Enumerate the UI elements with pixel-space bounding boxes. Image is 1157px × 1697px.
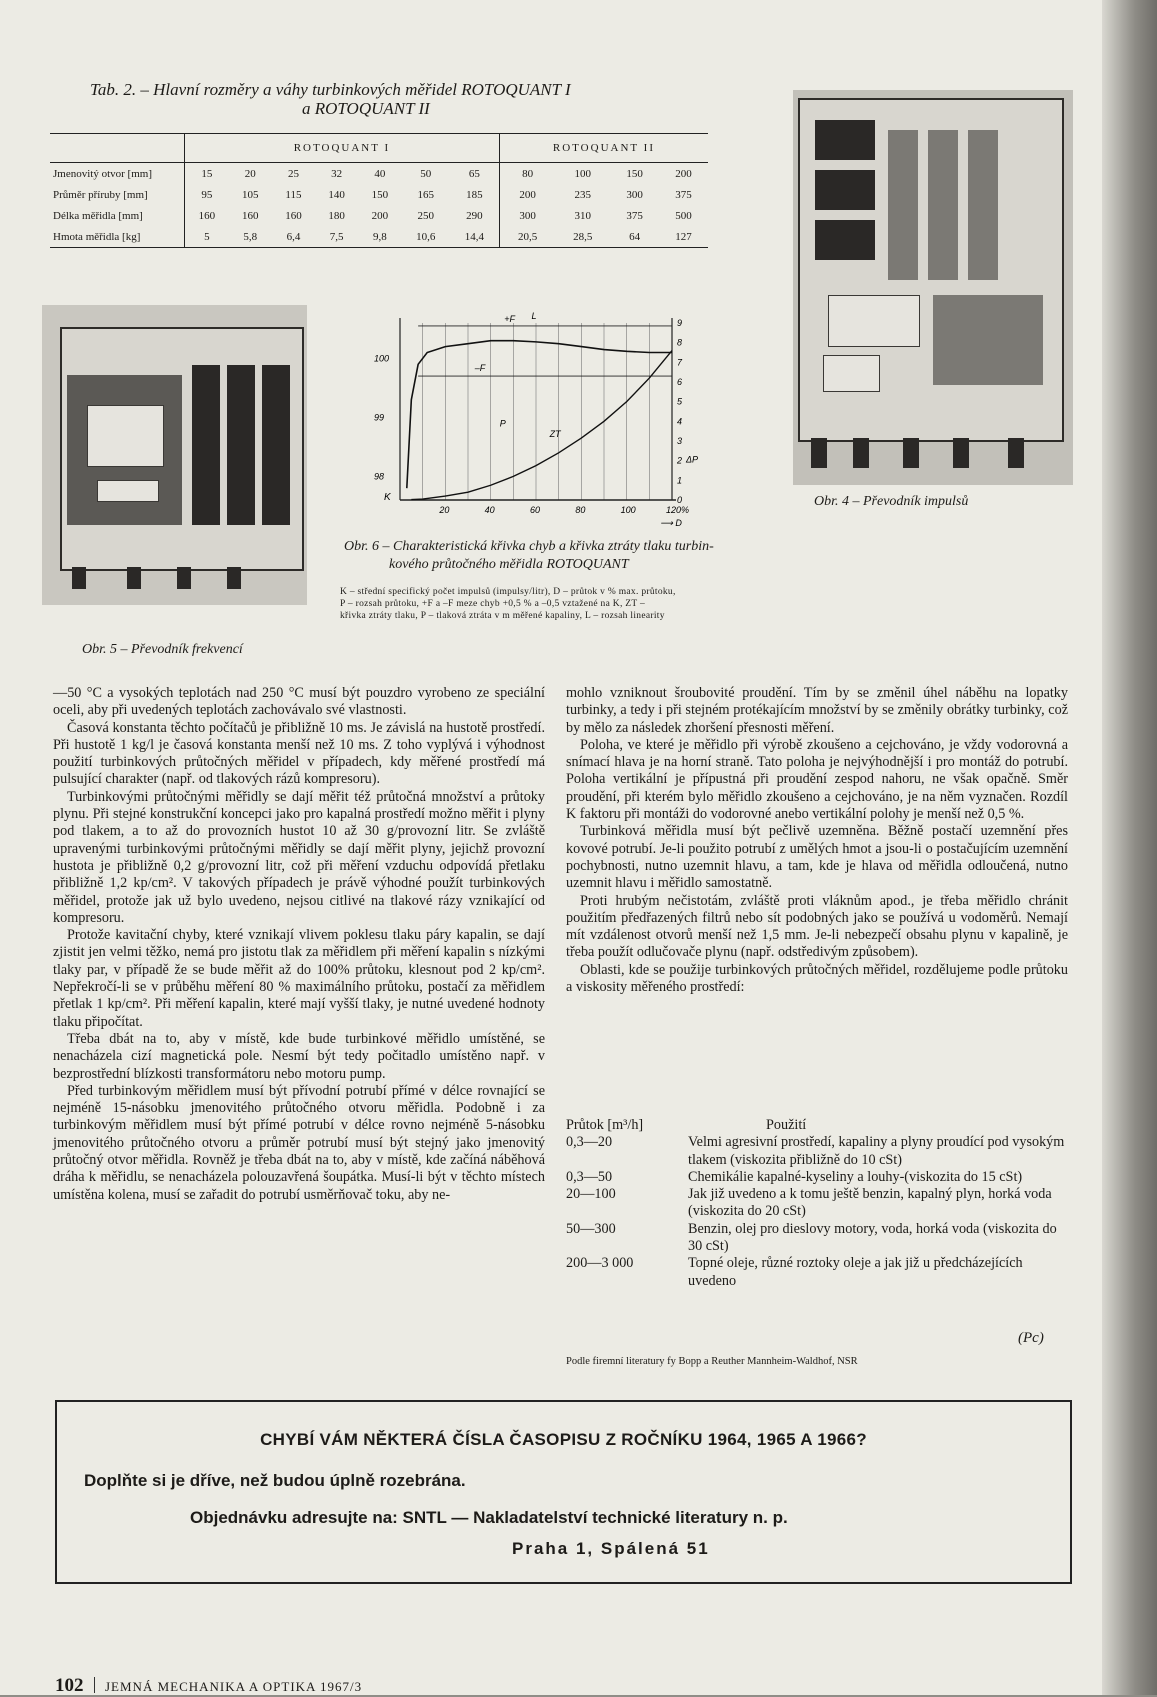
table-row — [50, 184, 708, 205]
paragraph: Turbinkovými průtočnými měřidly se dají měřit též průtočná množství a průtoky plynu. Při stejné konstrukční koncepci jako pro kapalná prostředí možno měřit i plyny pod tlakem, a to až do provozních hustot 10 až 30 g/provozní litr. Se zvláště upravenými turbinkovými průtočnými měřidly se dají měřit plyny, jejichž provozní hustota je přibližně 0,2 g/provozní litr, což při měření vzduchu odpovídá přetlaku přibližně 1,2 kp/cm². V takových případech je právě výhodné použít turbinkových měřidel, protože jak už bylo uvedeno, nejsou citlivé na tlakové rázy vznikající od kompresoru. — [53, 788, 545, 926]
ad-line-3: Objednávku adresujte na: SNTL — Nakladatelství technické literatury n. p. — [190, 1508, 788, 1527]
source-note: Podle firemní literatury fy Bopp a Reuther Mannheim-Waldhof, NSR — [566, 1356, 858, 1367]
usage-description: Jak již uvedeno a k tomu ještě benzin, kapalný plyn, horká voda (viskozita do 20 cSt) — [688, 1186, 1052, 1220]
x-tick-label: 80 — [575, 505, 586, 515]
table-cell: 180 — [328, 209, 345, 222]
chart-annotation: +F — [504, 313, 516, 324]
right-tick-label: 2 — [677, 455, 683, 466]
table-cell: 150 — [371, 188, 389, 201]
table-cell: 375 — [626, 209, 643, 222]
row-label: Délka měřidla [mm] — [50, 205, 185, 226]
left-tick-label: 98 — [374, 471, 385, 482]
right-tick-label: 3 — [677, 436, 683, 446]
table-cell: 375 — [675, 188, 692, 201]
text-column-left — [53, 685, 545, 1204]
text-column-right — [566, 685, 1068, 996]
usage-flow: 50—300 — [566, 1220, 616, 1237]
chart-annotation: ZT — [549, 429, 561, 440]
left-tick-label: 100 — [374, 353, 390, 364]
left-tick-label: 99 — [374, 412, 385, 423]
table-cell: 20 — [244, 167, 256, 180]
table-row — [50, 163, 708, 185]
table-cell: 14,4 — [450, 226, 499, 248]
usage-description: Velmi agresivní prostředí, kapaliny a plyny proudící pod vysokým tlakem (viskozita přibližně do 10 cSt) — [688, 1134, 1065, 1168]
usage-header-use: Použití — [766, 1117, 807, 1133]
table-cell: 25 — [287, 167, 299, 180]
x-tick-label: 40 — [484, 505, 495, 515]
table-cell: 290 — [466, 209, 483, 222]
left-axis-label: K — [384, 492, 391, 504]
figure-4-caption: Obr. 4 – Převodník impulsů — [814, 494, 969, 509]
dimensions-table — [50, 133, 708, 248]
chart-annotation: –F — [474, 363, 486, 374]
ad-address: Praha 1, Spálená 51 — [512, 1539, 710, 1558]
table-body — [50, 163, 708, 248]
table-cell: 65 — [468, 167, 480, 180]
table-cell: 15 — [201, 167, 213, 180]
figure-6-caption — [344, 538, 834, 574]
table-title — [90, 80, 710, 118]
usage-flow: 0,3—50 — [566, 1168, 613, 1185]
group-header-rotoquant-2: ROTOQUANT II — [499, 134, 708, 163]
paragraph: Protože kavitační chyby, které vznikají vlivem poklesu tlaku páry kapalin, se dají zjistit jen velmi těžko, nemá pro jistotu tlak za měřidlem při měření kapalin s nízkými tlaky par, v případě že se bude měřit až do 100% průtoku, klesnout pod 2 kp/cm². Nepřekročí-li se v průběhu měření 80 % maximálního průtoku, postačí za měřidlem přetlak 1 kp/cm². Při měření kapalin, které mají vyšší tlaky, je nutné uvedené hodnoty tlaku připočítat. — [53, 927, 545, 1030]
table-cell: 127 — [659, 226, 708, 248]
table-cell: 20,5 — [499, 226, 555, 248]
table-row — [50, 226, 708, 248]
usage-row — [566, 1186, 1068, 1221]
table-cell: 100 — [574, 167, 591, 180]
zt-curve — [411, 351, 672, 500]
paragraph: Poloha, ve které je měřidlo při výrobě zkoušeno a cejchováno, je vždy vodorovná a snímací hlava je na horní straně. Tato poloha je nejvýhodnější i pro montáž do potrubí. Poloha vertikální je přípustná při proudění zespod nahoru, ne však opačně. Směr proudění, při kterém bylo měřidlo zkoušeno a cejchováno, je na něm vyznačen. Rozdíl K faktoru při montáži do vodorovné anebo vertikální polohy je menší než 0,5 %. — [566, 736, 1068, 823]
paragraph: —50 °C a vysokých teplotách nad 250 °C musí být pouzdro vyrobeno ze speciální oceli, aby při uvedených teplotách zachovávalo své vlastnosti. — [53, 685, 545, 719]
figure-6-legend — [340, 586, 835, 622]
table-cell: 50 — [420, 167, 432, 180]
table-cell: 105 — [242, 188, 259, 201]
page-edge-shadow — [1102, 0, 1157, 1695]
table-cell: 10,6 — [401, 226, 449, 248]
table-cell: 115 — [285, 188, 302, 201]
usage-flow: 0,3—20 — [566, 1134, 613, 1151]
usage-description: Chemikálie kapalné-kyseliny a louhy-(viskozita do 15 cSt) — [688, 1168, 1023, 1185]
table-header-row — [50, 134, 708, 163]
paragraph: Turbinková měřidla musí být pečlivě uzemněna. Běžně postačí uzemnění přes kovové potrubí. Je-li použito potrubí z umělých hmot a jsou-li o postačujícím uzemnění pochybnosti, nutno uzemnit hlavu, a tam, kde je hlava od měřidla odloučená, nutno uzemnit hlavu i měřidlo samostatně. — [566, 823, 1068, 892]
usage-flow: 20—100 — [566, 1186, 616, 1203]
table-cell: 185 — [466, 188, 483, 201]
usage-description: Benzin, olej pro dieslovy motory, voda, horká voda (viskozita do 30 cSt) — [688, 1220, 1057, 1255]
paragraph: Oblasti, kde se použije turbinkových průtočných měřidel, rozdělujeme podle průtoku a viskosity měřeného prostředí: — [566, 961, 1068, 996]
table-title-line1: Tab. 2. – Hlavní rozměry a váhy turbinkových měřidel ROTOQUANT I — [90, 80, 571, 99]
x-tick-label: 20 — [439, 505, 450, 515]
right-tick-label: 0 — [677, 495, 683, 505]
figure-6-caption-line2: kového průtočného měřidla ROTOQUANT — [389, 557, 629, 572]
table-cell: 160 — [198, 209, 216, 222]
table-cell: 500 — [675, 209, 692, 222]
k-curve — [407, 341, 672, 489]
table-cell: 160 — [285, 209, 302, 222]
impulse-converter-photo — [793, 90, 1073, 485]
table-title-line2: a ROTOQUANT II — [302, 99, 430, 118]
usage-row — [566, 1134, 1068, 1169]
ad-line-2: Doplňte si je dříve, než budou úplně rozebrána. — [84, 1471, 466, 1490]
author-initials: (Pc) — [1018, 1330, 1044, 1346]
journal-name: JEMNÁ MECHANIKA A OPTIKA 1967/3 — [105, 1679, 363, 1694]
table-cell: 300 — [626, 188, 643, 201]
footer-divider — [94, 1677, 95, 1693]
table-cell: 40 — [374, 167, 386, 180]
table-cell: 95 — [201, 188, 213, 201]
table-corner-cell — [50, 134, 185, 163]
table-cell: 160 — [242, 209, 259, 222]
paragraph: Třeba dbát na to, aby v místě, kde bude turbinkové měřidlo umístěné, se nenacházela cizí magnetická pole. Nesmí být tedy počitadlo umístěno např. v bezprostřední blízkosti transformátoru nebo motoru pump. — [53, 1030, 545, 1082]
figure-6-legend-line1: K – střední specifický počet impulsů (impulsy/litr), D – průtok v % max. průtoku, — [340, 587, 676, 597]
right-tick-label: 5 — [677, 396, 683, 407]
table-row — [50, 205, 708, 226]
x-tick-label: 100 — [620, 505, 636, 515]
subscription-ad-box — [55, 1400, 1072, 1584]
table-cell: 6,4 — [272, 226, 315, 248]
page-number: 102 — [55, 1675, 84, 1696]
table-cell: 9,8 — [358, 226, 401, 248]
table-cell: 64 — [610, 226, 659, 248]
usage-row — [566, 1255, 1068, 1290]
chart-annotation: L — [531, 311, 537, 321]
right-tick-label: 4 — [677, 416, 683, 427]
error-curve-chart — [372, 305, 727, 530]
table-cell: 80 — [499, 163, 555, 185]
table-cell: 310 — [574, 209, 591, 222]
usage-row — [566, 1169, 1068, 1186]
table-cell: 7,5 — [315, 226, 358, 248]
table-cell: 200 — [371, 209, 389, 222]
x-tick-label: 120% — [666, 505, 690, 515]
usage-table-header — [566, 1117, 1068, 1134]
table-cell: 140 — [328, 188, 345, 201]
table-cell: 300 — [499, 205, 555, 226]
usage-flow: 200—3 000 — [566, 1255, 634, 1272]
table-cell: 5 — [185, 226, 229, 248]
usage-table-rows — [566, 1134, 1068, 1290]
paragraph: Časová konstanta těchto počítačů je přibližně 10 ms. Je závislá na hustotě prostředí. Při hustotě 1 kg/l je časová konstanta menší než 10 ms. Z toho vyplývá i výhodnost použití turbinkových průtočných měřidel v případech, kdy měřené prostředí má pulsující charakter (např. od tlakových rázů kompresoru). — [53, 719, 545, 788]
right-tick-label: 9 — [677, 318, 683, 328]
right-tick-label: 7 — [677, 357, 683, 368]
usage-table — [566, 1117, 1068, 1290]
figure-6-legend-line2: P – rozsah průtoku, +F a –F meze chyb +0,5 % a –0,5 vztažené na K, ZT – — [340, 599, 646, 609]
figure-6-legend-line3: křivka ztráty tlaku, P – tlaková ztráta v m měřené kapaliny, L – rozsah linearity — [340, 611, 665, 621]
row-label: Hmota měřidla [kg] — [50, 226, 185, 248]
paragraph: Před turbinkovým měřidlem musí být přívodní potrubí přímé v délce rovnající se nejméně 15-násobku jmenovitého průtočného otvoru měřidla. Podobně i za turbinkovým měřidlem musí být přímé potrubí v délce rovno nejméně 5-násobku jmenovitého průtočného otvoru a průměr potrubí musí být stejný jako jmenovitý průtočný otvor měřidla. Rovněž je třeba dbát na to, aby v místě, kde začíná náběhová dráha k měřidlu, se nenacházela polouzavřená šoupátka. Musí-li být v těchto místech umístěna kolena, musí se zařadit do potrubí usměrňovač toku, aby ne- — [53, 1082, 545, 1203]
chart-annotation: P — [499, 418, 506, 429]
right-tick-label: 8 — [677, 337, 683, 348]
table-cell: 200 — [675, 167, 692, 180]
usage-row — [566, 1221, 1068, 1256]
figure-6-caption-line1: Obr. 6 – Charakteristická křivka chyb a křivka ztráty tlaku turbin- — [344, 539, 714, 554]
table-cell: 5,8 — [229, 226, 272, 248]
table-cell: 235 — [574, 188, 591, 201]
table-cell: 200 — [499, 184, 555, 205]
paragraph: Proti hrubým nečistotám, zvláště proti vláknům apod., je třeba měřidlo chránit použitím předřazených filtrů nebo sít podobných jako se používá u vodoměrů. Nemají mít vzdálenost otvorů menší než 1,5 mm. Je-li nebezpečí obsahu plynu v kapalině, je třeba použít odlučovače plynu (např. odstředivým způsobem). — [566, 892, 1068, 961]
right-tick-label: 6 — [677, 377, 683, 387]
figure-5-caption: Obr. 5 – Převodník frekvencí — [82, 642, 243, 657]
ad-headline: CHYBÍ VÁM NĚKTERÁ ČÍSLA ČASOPISU Z ROČNÍKU 1964, 1965 A 1966? — [260, 1430, 867, 1449]
group-header-rotoquant-1: ROTOQUANT I — [185, 134, 500, 163]
table-cell: 28,5 — [555, 226, 610, 248]
frequency-converter-photo — [42, 305, 307, 605]
table-cell: 150 — [626, 167, 643, 180]
row-label: Průměr příruby [mm] — [50, 184, 185, 205]
x-axis-label: ⟶ D — [660, 518, 682, 528]
row-label: Jmenovitý otvor [mm] — [50, 163, 185, 185]
x-tick-label: 60 — [530, 505, 541, 515]
table-cell: 250 — [417, 209, 434, 222]
right-tick-label: 1 — [677, 475, 683, 486]
paragraph: mohlo vzniknout šroubovité proudění. Tím by se změnil úhel náběhu na lopatky turbinky, a tedy i při stejném protékajícím množství by se změnily obrátky turbinky, což by mělo za následek zhoršení přesnosti měření. — [566, 685, 1068, 736]
page-footer — [55, 1675, 362, 1697]
table-cell: 32 — [331, 167, 343, 180]
usage-description: Topné oleje, různé roztoky oleje a jak již u předcházejících uvedeno — [688, 1255, 1023, 1289]
right-axis-label: ΔP — [686, 454, 699, 465]
usage-header-flow: Průtok [m³/h] — [566, 1117, 644, 1133]
table-cell: 165 — [417, 188, 434, 201]
